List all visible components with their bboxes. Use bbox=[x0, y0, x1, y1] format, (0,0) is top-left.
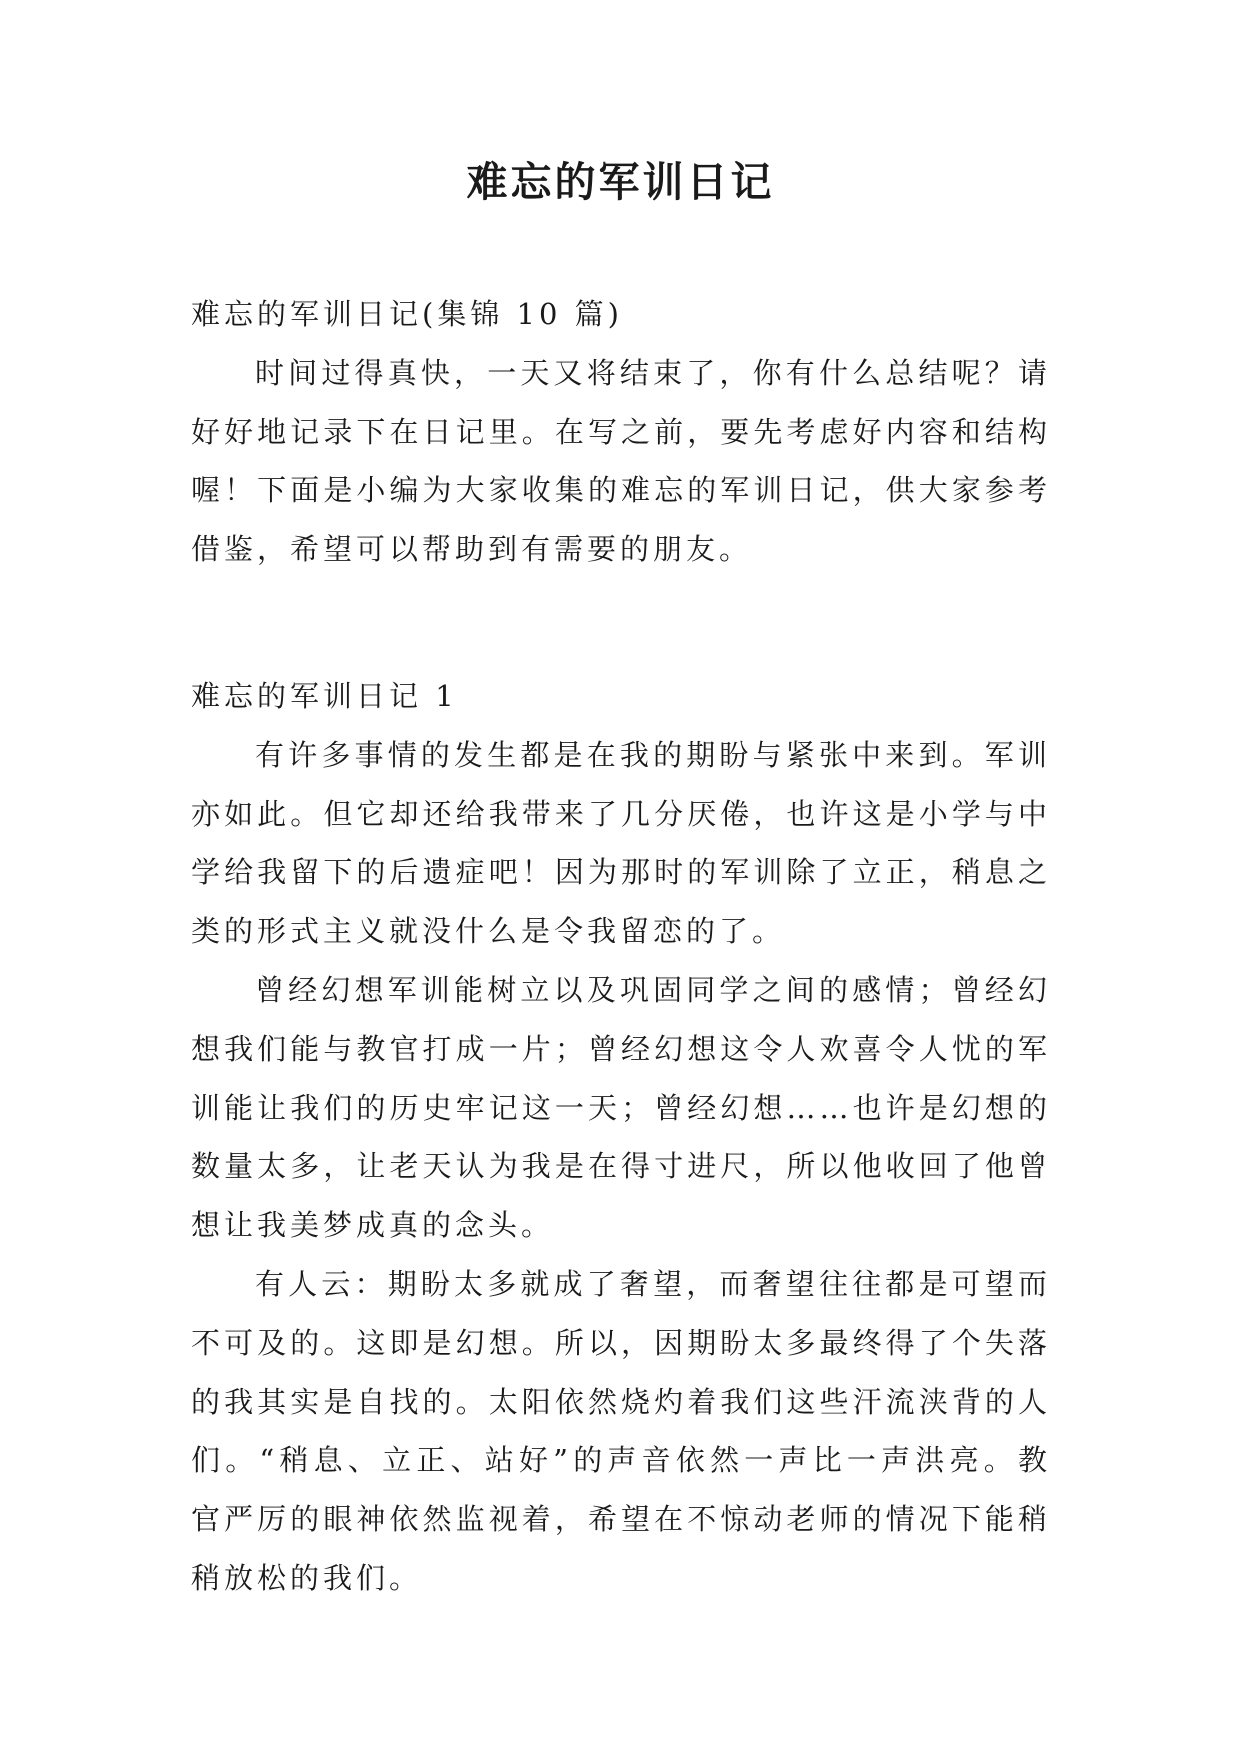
document-title: 难忘的军训日记 bbox=[466, 158, 775, 206]
body-paragraph: 曾经幻想军训能树立以及巩固同学之间的感情；曾经幻想我们能与教官打成一片；曾经幻想这令人欢喜令人忧的军训能让我们的历史牢记这一天；曾经幻想……也许是幻想的数量太多，让老天认为我是在得寸进尺，所以他收回了他曾想让我美梦成真的念头。 bbox=[191, 972, 1051, 1243]
body-paragraph: 有人云：期盼太多就成了奢望，而奢望往往都是可望而不可及的。这即是幻想。所以，因期盼太多最终得了个失落的我其实是自找的。太阳依然烧灼着我们这些汗流浃背的人们。“稍息、立正、站好”的声音依然一声比一声洪亮。教官严厉的眼神依然监视着，希望在不惊动老师的情况下能稍稍放松的我们。 bbox=[191, 1266, 1051, 1595]
document-body bbox=[191, 285, 1051, 1608]
intro-paragraph: 时间过得真快，一天又将结束了，你有什么总结呢？请好好地记录下在日记里。在写之前，要先考虑好内容和结构喔！下面是小编为大家收集的难忘的军训日记，供大家参考借鉴，希望可以帮助到有需要的朋友。 bbox=[191, 355, 1051, 567]
body-paragraph: 有许多事情的发生都是在我的期盼与紧张中来到。军训亦如此。但它却还给我带来了几分厌倦，也许这是小学与中学给我留下的后遗症吧！因为那时的军训除了立正，稍息之类的形式主义就没什么是令我留恋的了。 bbox=[191, 737, 1051, 949]
section-heading: 难忘的军训日记 1 bbox=[191, 678, 458, 713]
collection-subtitle: 难忘的军训日记(集锦 10 篇) bbox=[191, 297, 623, 331]
